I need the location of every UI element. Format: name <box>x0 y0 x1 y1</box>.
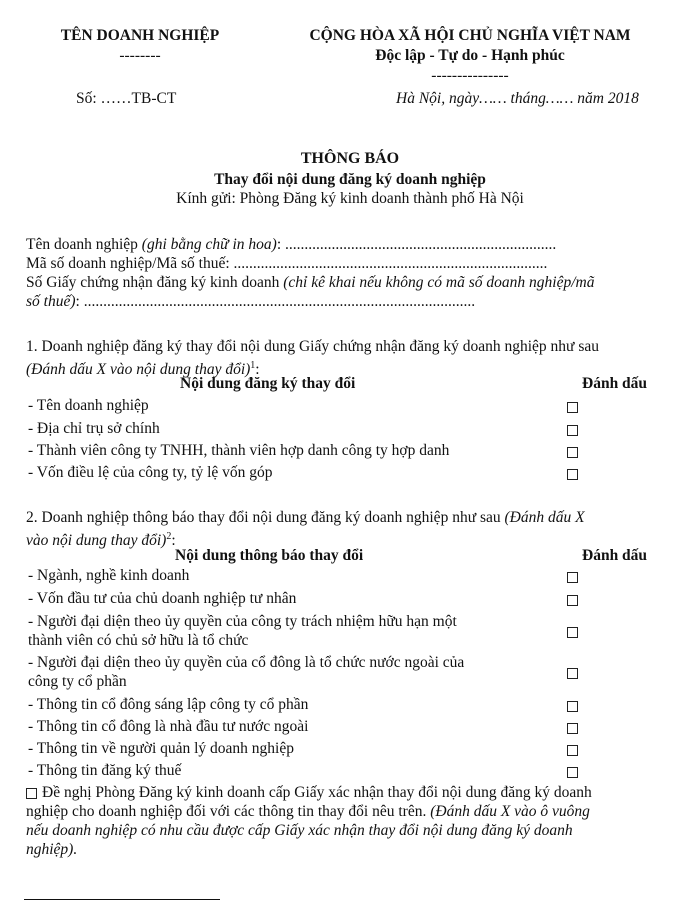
section2-item: - Thông tin về người quản lý doanh nghiệp <box>28 740 294 757</box>
section2-item: - Người đại diện theo ủy quyền của cổ đông là tổ chức nước ngoài của <box>28 654 465 671</box>
date-line: Hà Nội, ngày…… tháng…… năm 2018 <box>396 90 639 107</box>
checkbox[interactable] <box>567 745 578 756</box>
checkbox[interactable] <box>567 595 578 606</box>
recipient-line: Kính gửi: Phòng Đăng ký kinh doanh thành phố Hà Nội <box>176 190 524 207</box>
section1-col-mark: Đánh dấu <box>582 375 648 392</box>
section1-item: - Thành viên công ty TNHH, thành viên hợp danh công ty hợp danh <box>28 442 450 459</box>
section2-note: vào nội dung thay đổi)$^2$: <box>26 531 176 550</box>
doc-title: THÔNG BÁO <box>300 150 400 167</box>
company-name: TÊN DOANH NGHIỆP <box>60 27 220 44</box>
section2-item-cont: thành viên có chủ sở hữu là tổ chức <box>28 632 249 649</box>
request-line: nghiệp). <box>26 841 78 858</box>
document-number: Số: ……TB-CT <box>76 90 177 107</box>
checkbox[interactable] <box>567 402 578 413</box>
section2-item: - Thông tin cổ đông là nhà đầu tư nước ngoài <box>28 718 309 735</box>
section1-note: (Đánh dấu X vào nội dung thay đổi)$^1$: <box>26 360 260 379</box>
checkbox[interactable] <box>567 469 578 480</box>
section2-item: - Ngành, nghề kinh doanh <box>28 567 190 584</box>
section2-col-mark: Đánh dấu <box>582 547 648 564</box>
section1-col-content: Nội dung đăng ký thay đổi <box>180 375 356 392</box>
request-line: nếu doanh nghiệp có nhu cầu được cấp Giấy xác nhận thay đổi nội dung đăng ký doanh <box>26 822 573 839</box>
section2-intro: 2. Doanh nghiệp thông báo thay đổi nội dung đăng ký doanh nghiệp như sau (Đánh dấu X <box>26 509 585 526</box>
section1-item: - Địa chỉ trụ sở chính <box>28 420 160 437</box>
national-motto: Độc lập - Tự do - Hạnh phúc <box>375 47 565 64</box>
company-name-field: Tên doanh nghiệp (ghi bằng chữ in hoa): ...................................................................... <box>26 236 557 253</box>
tax-code-field: Mã số doanh nghiệp/Mã số thuế: ................................................................................. <box>26 255 548 272</box>
checkbox[interactable] <box>567 447 578 458</box>
checkbox[interactable] <box>567 668 578 679</box>
certificate-field-cont: số thuế): ..................................................................................................... <box>26 293 476 310</box>
checkbox[interactable] <box>567 627 578 638</box>
company-rule: -------- <box>119 47 161 64</box>
section2-col-content: Nội dung thông báo thay đổi <box>175 547 364 564</box>
certificate-field: Số Giấy chứng nhận đăng ký kinh doanh (chỉ kê khai nếu không có mã số doanh nghiệp/mã <box>26 274 595 291</box>
request-line: Đề nghị Phòng Đăng ký kinh doanh cấp Giấy xác nhận thay đổi nội dung đăng ký doanh <box>42 784 592 801</box>
request-line: nghiệp cho doanh nghiệp đối với các thông tin thay đổi nêu trên. (Đánh dấu X vào ô vuông <box>26 803 590 820</box>
doc-subtitle: Thay đổi nội dung đăng ký doanh nghiệp <box>214 171 486 188</box>
section2-item-cont: công ty cổ phần <box>28 673 127 690</box>
checkbox[interactable] <box>567 701 578 712</box>
checkbox[interactable] <box>567 425 578 436</box>
motto-rule: --------------- <box>431 67 509 84</box>
section2-item: - Vốn đầu tư của chủ doanh nghiệp tư nhân <box>28 590 297 607</box>
section1-intro: 1. Doanh nghiệp đăng ký thay đổi nội dung Giấy chứng nhận đăng ký doanh nghiệp như sau <box>26 338 599 355</box>
checkbox[interactable] <box>567 767 578 778</box>
country-name: CỘNG HÒA XÃ HỘI CHỦ NGHĨA VIỆT NAM <box>309 27 631 44</box>
request-checkbox[interactable] <box>26 788 37 799</box>
section1-item: - Vốn điều lệ của công ty, tỷ lệ vốn góp <box>28 464 273 481</box>
checkbox[interactable] <box>567 723 578 734</box>
section1-item: - Tên doanh nghiệp <box>28 397 149 414</box>
section2-item: - Thông tin cổ đông sáng lập công ty cổ phần <box>28 696 309 713</box>
section2-item: - Thông tin đăng ký thuế <box>28 762 182 779</box>
section2-item: - Người đại diện theo ủy quyền của công ty trách nhiệm hữu hạn một <box>28 613 457 630</box>
checkbox[interactable] <box>567 572 578 583</box>
footnote-rule <box>24 899 220 900</box>
